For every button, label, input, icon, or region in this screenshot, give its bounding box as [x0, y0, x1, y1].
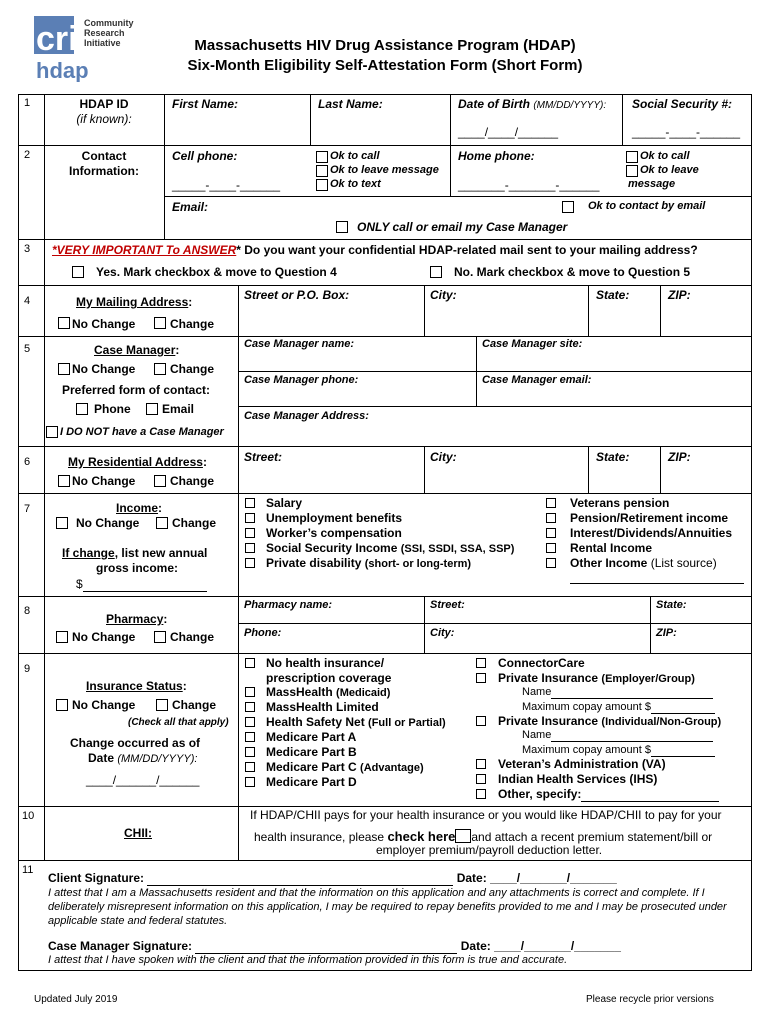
salary-checkbox[interactable] [245, 498, 255, 508]
contact-sublabel: Information: [69, 164, 139, 178]
pharmacy-no-change-checkbox[interactable] [56, 631, 68, 643]
medicare-c-label: Medicare Part C (Advantage) [266, 760, 424, 774]
cm-no-change-checkbox[interactable] [58, 363, 70, 375]
mailing-city-field[interactable]: City: [430, 288, 457, 302]
cm-email-label: Email [162, 402, 195, 416]
logo-org-line: Initiative [84, 38, 121, 48]
medicare-b-checkbox[interactable] [245, 747, 255, 757]
cm-change-checkbox[interactable] [154, 363, 166, 375]
salary-label: Salary [266, 496, 303, 510]
case-manager-label: Case Manager: [94, 343, 180, 357]
insurance-status-label: Insurance Status: [86, 679, 187, 693]
rental-checkbox[interactable] [546, 543, 556, 553]
cm-phone-checkbox[interactable] [76, 403, 88, 415]
masshealth-label: MassHealth (Medicaid) [266, 685, 391, 699]
hsn-label: Health Safety Net (Full or Partial) [266, 715, 446, 729]
cm-name-field[interactable]: Case Manager name: [244, 338, 355, 350]
mailing-address-label: My Mailing Address: [76, 295, 193, 309]
cm-change-label: Change [170, 362, 215, 376]
interest-checkbox[interactable] [546, 528, 556, 538]
mailing-change-checkbox[interactable] [154, 317, 166, 329]
chii-label: CHII: [124, 826, 152, 840]
insurance-no-change-label: No Change [72, 698, 136, 712]
cell-phone-label: Cell phone: [172, 149, 238, 163]
pharmacy-no-change-label: No Change [72, 630, 136, 644]
no-case-manager-checkbox[interactable] [46, 426, 58, 438]
residential-city-field[interactable]: City: [430, 450, 457, 464]
row-number: 7 [24, 503, 31, 515]
chii-text-line-2: health insurance, please check here and attach a recent premium statement/bill or [254, 829, 713, 844]
cm-email-field[interactable]: Case Manager email: [482, 374, 592, 386]
ok-to-leave-home-label: Ok to leave [640, 164, 699, 176]
ssn-label: Social Security #: [632, 97, 733, 111]
income-change-checkbox[interactable] [156, 517, 168, 529]
ihs-label: Indian Health Services (IHS) [498, 772, 658, 786]
private-individual-checkbox[interactable] [476, 716, 486, 726]
private-individual-copay-field[interactable]: Maximum copay amount $ [522, 744, 715, 757]
residential-zip-field[interactable]: ZIP: [668, 450, 691, 464]
case-manager-signature-field[interactable]: Case Manager Signature: Date: ____/_______/_______ [48, 939, 621, 953]
title-line-1: Massachusetts HIV Drug Assistance Program (HDAP) [194, 37, 576, 54]
ok-to-call-home-label: Ok to call [640, 150, 690, 162]
private-disability-label: Private disability (short- or long-term) [266, 556, 472, 570]
row-number: 2 [24, 149, 31, 161]
connectorcare-label: ConnectorCare [498, 656, 585, 670]
gross-income-field[interactable]: $ [76, 577, 207, 592]
row-number: 3 [24, 243, 31, 255]
row-number: 5 [24, 343, 31, 355]
insurance-date-field[interactable]: ____/______/______ [86, 773, 200, 787]
mail-yes-checkbox[interactable] [72, 266, 84, 278]
ssi-checkbox[interactable] [245, 543, 255, 553]
unemployment-label: Unemployment benefits [266, 511, 403, 525]
cm-phone-label: Phone [94, 402, 131, 416]
mail-no-checkbox[interactable] [430, 266, 442, 278]
logo-sub-text: hdap [36, 58, 89, 82]
veterans-pension-checkbox[interactable] [546, 498, 556, 508]
first-name-field[interactable]: First Name: [172, 97, 239, 111]
medicare-d-label: Medicare Part D [266, 775, 357, 789]
form-title [160, 36, 610, 76]
pension-label: Pension/Retirement income [570, 511, 729, 525]
other-income-line[interactable] [570, 583, 744, 584]
row-number: 8 [24, 605, 31, 617]
dob-field[interactable]: ____/____/______ [458, 125, 559, 139]
interest-label: Interest/Dividends/Annuities [570, 526, 733, 540]
insurance-change-label: Change [172, 698, 217, 712]
residential-street-field[interactable]: Street: [244, 450, 283, 464]
private-employer-label: Private Insurance (Employer/Group) [498, 671, 695, 685]
home-phone-label: Home phone: [458, 149, 535, 163]
change-occurred-label: Change occurred as of [70, 736, 201, 750]
pharmacy-state-field[interactable]: State: [656, 599, 687, 611]
mailing-street-field[interactable]: Street or P.O. Box: [244, 288, 350, 302]
cm-site-field[interactable]: Case Manager site: [482, 338, 583, 350]
footer-updated: Updated July 2019 [34, 994, 118, 1005]
pharmacy-phone-field[interactable]: Phone: [244, 627, 282, 639]
private-individual-name-field[interactable]: Name [522, 729, 713, 742]
cm-no-change-label: No Change [72, 362, 136, 376]
private-disability-checkbox[interactable] [245, 558, 255, 568]
ok-to-call-checkbox[interactable] [316, 151, 328, 163]
title-line-2: Six-Month Eligibility Self-Attestation Form (Short Form) [187, 57, 583, 74]
ok-to-leave-message-label: Ok to leave message [330, 164, 439, 176]
pharmacy-city-field[interactable]: City: [430, 627, 455, 639]
row-number: 10 [22, 810, 35, 822]
medicare-b-label: Medicare Part B [266, 745, 357, 759]
mailing-state-field[interactable]: State: [596, 288, 630, 302]
chii-text-line-1: If HDAP/CHII pays for your health insurance or you would like HDAP/CHII to pay for your [250, 808, 722, 822]
pension-checkbox[interactable] [546, 513, 556, 523]
masshealth-limited-label: MassHealth Limited [266, 700, 379, 714]
row-number: 9 [24, 663, 31, 675]
insurance-change-checkbox[interactable] [156, 699, 168, 711]
case-manager-attestation: I attest that I have spoken with the client and that the information provided in this form is true and accurate. [48, 954, 568, 966]
masshealth-checkbox[interactable] [245, 687, 255, 697]
pharmacy-label: Pharmacy: [106, 612, 168, 626]
income-no-change-checkbox[interactable] [56, 517, 68, 529]
private-individual-label: Private Insurance (Individual/Non-Group) [498, 714, 722, 728]
no-case-manager-label: I DO NOT have a Case Manager [60, 426, 224, 438]
ssn-field[interactable]: _____-____-______ [632, 125, 741, 139]
ok-to-leave-message-checkbox[interactable] [316, 165, 328, 177]
medicare-d-checkbox[interactable] [245, 777, 255, 787]
ok-to-leave-home-label-2: message [628, 178, 676, 190]
other-insurance-checkbox[interactable] [476, 789, 486, 799]
hsn-checkbox[interactable] [245, 717, 255, 727]
client-signature-field[interactable]: Client Signature: Date: ____/_______/_______ [48, 871, 617, 885]
medicare-a-label: Medicare Part A [266, 730, 357, 744]
hdap-id-label: HDAP ID [79, 97, 129, 111]
residential-no-change-label: No Change [72, 474, 136, 488]
preferred-contact-label: Preferred form of contact: [62, 383, 211, 397]
workers-comp-checkbox[interactable] [245, 528, 255, 538]
insurance-date-label: Date (MM/DD/YYYY): [88, 751, 198, 765]
workers-comp-label: Worker’s compensation [266, 526, 402, 540]
last-name-field[interactable]: Last Name: [318, 97, 383, 111]
ok-to-email-label: Ok to contact by email [588, 200, 706, 212]
footer-recycle: Please recycle prior versions [586, 994, 714, 1005]
residential-change-label: Change [170, 474, 215, 488]
mail-question: *VERY IMPORTANT To ANSWER* Do you want your confidential HDAP-related mail sent to your mailing address? [52, 243, 698, 257]
residential-no-change-checkbox[interactable] [58, 475, 70, 487]
ok-to-email-checkbox[interactable] [562, 201, 574, 213]
chii-text-line-3: employer premium/payroll deduction letter. [376, 843, 603, 857]
ok-to-call-label: Ok to call [330, 150, 380, 162]
dob-label: Date of Birth (MM/DD/YYYY): [458, 97, 607, 111]
income-label: Income: [116, 501, 163, 515]
home-phone-field[interactable]: _______-_______-______ [458, 178, 600, 192]
pharmacy-change-label: Change [170, 630, 215, 644]
logo-graphic [34, 14, 164, 82]
private-employer-copay-field[interactable]: Maximum copay amount $ [522, 701, 715, 714]
masshealth-limited-checkbox[interactable] [245, 702, 255, 712]
connectorcare-checkbox[interactable] [476, 658, 486, 668]
residential-change-checkbox[interactable] [154, 475, 166, 487]
ok-to-text-checkbox[interactable] [316, 179, 328, 191]
cm-address-field[interactable]: Case Manager Address: [244, 410, 369, 422]
pharmacy-street-field[interactable]: Street: [430, 599, 465, 611]
cri-hdap-logo [34, 14, 164, 82]
pharmacy-zip-field[interactable]: ZIP: [656, 627, 677, 639]
residential-state-field[interactable]: State: [596, 450, 630, 464]
pharmacy-name-field[interactable]: Pharmacy name: [244, 599, 333, 611]
income-change-label: Change [172, 516, 217, 530]
mailing-no-change-label: No Change [72, 317, 136, 331]
email-field[interactable]: Email: [172, 200, 209, 214]
chii-checkbox[interactable] [455, 829, 471, 843]
gross-income-label: gross income: [96, 561, 179, 575]
medicare-c-checkbox[interactable] [245, 762, 255, 772]
no-insurance-checkbox[interactable] [245, 658, 255, 668]
row-number: 6 [24, 456, 31, 468]
mail-yes-label: Yes. Mark checkbox & move to Question 4 [96, 265, 337, 279]
other-insurance-label: Other, specify: [498, 787, 719, 802]
insurance-no-change-checkbox[interactable] [56, 699, 68, 711]
only-case-manager-checkbox[interactable] [336, 221, 348, 233]
row-number: 4 [24, 295, 31, 307]
private-employer-checkbox[interactable] [476, 673, 486, 683]
cm-phone-field[interactable]: Case Manager phone: [244, 374, 359, 386]
only-case-manager-label: ONLY call or email my Case Manager [357, 220, 568, 234]
no-insurance-label-2: prescription coverage [266, 671, 392, 685]
logo-org-line: Community [84, 18, 134, 28]
mailing-change-label: Change [170, 317, 215, 331]
contact-label: Contact [81, 149, 127, 163]
rental-label: Rental Income [570, 541, 653, 555]
va-checkbox[interactable] [476, 759, 486, 769]
va-label: Veteran’s Administration (VA) [498, 757, 666, 771]
row-number: 1 [24, 97, 31, 109]
client-attestation: I attest that I am a Massachusetts resident and that the information on this application and any attachments is correct and complete. If I deliberately misrepresent information on this application, I may be required to repay benefits provided to me and I may be prosecuted under applicable state and federal statutes. [48, 887, 727, 927]
income-no-change-label: No Change [76, 516, 140, 530]
mailing-no-change-checkbox[interactable] [58, 317, 70, 329]
ihs-checkbox[interactable] [476, 774, 486, 784]
unemployment-checkbox[interactable] [245, 513, 255, 523]
row-number: 11 [22, 864, 34, 876]
if-change-label: If change, list new annual [62, 546, 208, 560]
other-income-label: Other Income (List source) [570, 556, 717, 570]
cm-email-checkbox[interactable] [146, 403, 158, 415]
no-insurance-label: No health insurance/ [266, 656, 385, 670]
pharmacy-change-checkbox[interactable] [154, 631, 166, 643]
ssi-label: Social Security Income (SSI, SSDI, SSA, SSP) [266, 541, 515, 555]
ok-to-leave-home-checkbox[interactable] [626, 165, 638, 177]
ok-to-call-home-checkbox[interactable] [626, 151, 638, 163]
mailing-zip-field[interactable]: ZIP: [668, 288, 691, 302]
hdap-id-sublabel: (if known): [76, 112, 132, 126]
veterans-pension-label: Veterans pension [570, 496, 670, 510]
cell-phone-field[interactable]: _____-____-______ [172, 178, 281, 192]
mail-no-label: No. Mark checkbox & move to Question 5 [454, 265, 691, 279]
logo-mark-text: cri [36, 20, 78, 58]
ok-to-text-label: Ok to text [330, 178, 381, 190]
medicare-a-checkbox[interactable] [245, 732, 255, 742]
residential-address-label: My Residential Address: [68, 455, 207, 469]
logo-org-line: Research [84, 28, 125, 38]
other-income-checkbox[interactable] [546, 558, 556, 568]
private-employer-name-field[interactable]: Name [522, 686, 713, 699]
check-all-note: (Check all that apply) [128, 717, 229, 728]
